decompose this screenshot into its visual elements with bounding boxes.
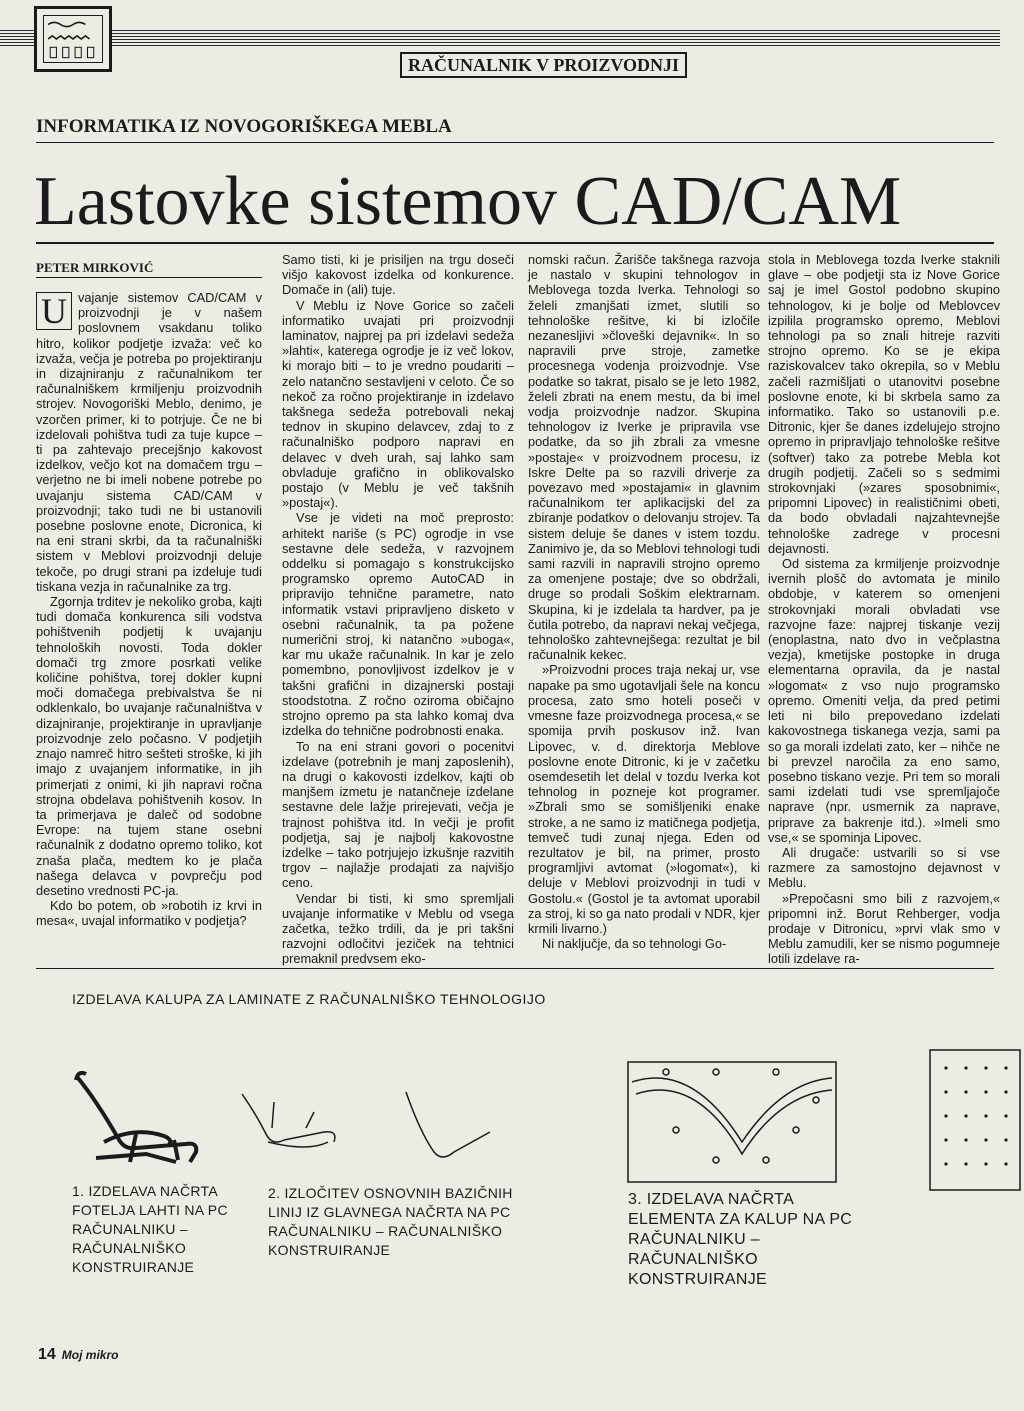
paragraph: »Proizvodni proces traja nekaj ur, vse napake pa smo ugotavljali šele na koncu procesa, zato smo hoteli poseči v vmesne faze proizvodnega procesa,« se spomija prvih poskusov inž. Ivan Lipovec, v. d. direktorja Meblove poslovne enote Ditronic, ki je v začetku osemdesetih let delal v tozdu Iverka kot tehnolog in pozneje kot programer. »Zbrali smo se somišljeniki enake stroke, a ne samo iz matičnega podjetja, temveč tudi zunaj njega. Eden od rezultatov je bil, na primer, prosto programljivi avtomat (»logomat«), ki deluje v Meblovi proizvodnji in tudi v Gostolu.« (Gostol je ta avtomat uporabil za stroj, ki so ga nato prodali v NDR, kjer krmili livarno.) <box>528 662 760 936</box>
paragraph: nomski račun. Žarišče takšnega razvoja je nastalo v skupini tehnologov in Meblovega tozda Iverka. Tehnologi so želeli zmanjšati izmet, slutili so tehnološke rešitve, ki bi izločile nezanesljivi »človeški dejavnik«. In so napravili prve stroje, zametke procesnega vodenja proizvodnje. Vse podatke so takrat, pisalo se je leto 1982, želeli zbrati na enem mestu, da bi imel vodja proizvodnje nadzor. Skupina tehnologov iz Iverke je pripravila vse podatke, da so jih zbrali za vmesne »postaje« v proizvodnem procesu, iz Iskre Delte pa so razvili driverje za povezavo med »postajami« in glavnim računalnikom ter aplikacijski del za zbiranje podatkov o delovanju strojev. Ta sistem deluje še danes v istem tozdu. Zanimivo je, da so Meblovi tehnologi tudi sami razvili in napravili strojno opremo za omenjene postaje; dve so obdržali, druge so prodali Soškim elektrarnam. Skupina, ki je izdelala ta hardver, pa je čutila potrebo, da napravi nekaj večjega, tehnološko zahtevnejšega: rezultat je bil računalnik kekec. <box>528 252 760 663</box>
paragraph: Vendar bi tisti, ki smo spremljali uvajanje informatike v Meblu od vsega začetka, težko trdili, da je pri takšni razvojni odločitvi jeziček na tehtnici premaknil predvsem eko- <box>282 890 514 967</box>
kicker: INFORMATIKA IZ NOVOGORIŠKEGA MEBLA <box>36 116 452 137</box>
paragraph: Od sistema za krmiljenje proizvodnje ivernih plošč do avtomata je minilo obdobje, v katerem so omenjeni strokovnjaki morali obvladati vse razvojne faze: najprej tiskanje vezij (enoplastna, nato dvo in večplastna vezja), kmetijske postopke in druga elementarna opravila, da je nastal »logomat« z vso nujo programsko opremo. Omeniti velja, da pred petimi leti ni bilo prepovedano izdelati kakovostnega tiskanega vezja, sami pa so ga morali izdelati zato, ker – nihče ne bi prevzel naročila za eno samo, posebno tiskano vezje. Pri tem so morali sami izdelati tudi vse spremljajoče naprave (npr. usmernik za naprave, pripravе za bakrenje itd.). »Imeli smo vse,« se spominja Lipovec. <box>768 556 1000 845</box>
divider <box>36 242 994 244</box>
figure-caption-3: 3. IZDELAVA NAČRTA ELEMENTA ZA KALUP NA PC RAČUNALNIKU – RAČUNALNIŠKO KONSTRUIRANJE <box>628 1191 853 1288</box>
curve-sketch <box>406 1092 490 1157</box>
paragraph: Ni naključje, da so tehnologi Go- <box>542 936 727 952</box>
figure-title: IZDELAVA KALUPA ZA LAMINATE Z RAČUNALNIŠKO TEHNOLOGIJO <box>72 991 546 1007</box>
magazine-name: Moj mikro <box>61 1348 119 1362</box>
paragraph: To na eni strani govori o pocenitvi izdelave (potrebnih je manj zaposlenih), na drugi o kakovosti izdelkov, kajti ob manjšem izmetu je natančneje izdelane sestavne dele lažje prirejevati, večja je trajnost pohištva itd. In večji je profit podjetja, saj je najbolj kakovostne izdelke – tako potrjujejo izkušnje razvitih trgov – najlažje prodajati za najvišjo ceno. <box>282 738 514 891</box>
header-band <box>0 30 1000 48</box>
paragraph: Ali drugače: ustvarili so si vse razmere za samostojno dejavnost v Meblu. <box>768 844 1000 891</box>
divider <box>36 142 994 143</box>
paragraph: Vse je videti na moč preprosto: arhitekt nariše (s PC) ogrodje in vse sestavne dele sedeža, v razvojnem oddelku si pomagajo s konstrukcijsko programsko opremo AutoCAD in pripravijo tehnične parametre, nato informatik vstavi pripravljeno disketo v osebni računalnik, ta pa požene numerični stroj, ki natančno »ubogа«, kar mu ukaže računalnik. In kar je zelo pomembno, ponovljivost izdelkov je v takšni grafični in dizajnerski postaji stoodstotna. Z ročno oziroma običajno strojno opremo pa sta lahko komaj dva izdelka do tehnične podrobnosti enaka. <box>282 510 514 739</box>
paragraph: U vajanje sistemov CAD/CAM v proizvodnji je v našem poslovnem vsakdanu toliko hitro, kolikor podjetje izvaža: več ko izvaža, večja je potreba po projektiranju in dizajniranju z računalnikom ter računalniškem krmiljenju proizvodnih strojev. Novogoriški Meblo, denimo, je vzorčen primer, ki to potrjuje. Če ne bi izdelovali pohištva tudi za tuje kupce – ti pa zahtevajo precejšnjo kakovost izdelkov, večjo kot na domačem trgu – verjetno ne bi imeli nobene potrebe po uvajanju sistema CAD/CAM v proizvodnji; tako tudi ne bi ustanovili posebne poslovne enote, Dicronica, ki na eni strani skrbi, da ta računalniški sistem v Meblovi proizvodnji deluje tekoče, po drugi strani pa izdeluje tudi tiskana vezja in računalnike za trg. <box>36 290 262 594</box>
factory-icon <box>44 16 102 62</box>
article-column-1 <box>36 290 262 929</box>
dot-grid-drawing <box>930 1050 1020 1190</box>
paragraph: Zgornja trditev je nekoliko groba, kajti tudi domača konkurenca sili vodstva pohištvenih podjetij k uvajanju tehnoloških novosti. Toda dokler domači trg zmore posrkati velike količine pohištva, torej dokler kupni moči domačega prebivalstva še ni odklenkalo, bo uvajanje računalništva v dizajniranje, projektiranje in upravljanje proizvodnje zelo počasno. V podjetjih znajo namreč hitro sešteti stroške, ki jih imajo z uvajanjem informatike, in jih primerjati z onimi, ki jih napravi ročna strojna obdelava pohištvenih kosov. In ta primerjava je daleč od sodobne Evrope: na tujem stane osebni računalnik z dodatno opremo toliko, kot znaša plača, medtem ko je plača našega delavca v povprečju pod desetino vrednosti PC-ja. <box>36 594 262 898</box>
paragraph: »Prepočasni smo bili z razvojem,« pripomni inž. Borut Rehberger, vodja prodaje v Ditronicu, »prvi vlak smo v Meblu zamudili, ker se nismo pogumneje lotili izdelave ra- <box>768 890 1000 967</box>
page-footer <box>38 1346 118 1364</box>
paragraph: Samo tisti, ki je prisiljen na trgu doseči višjo kakovost izdelka od konkurence. Domače in (ali) tuje. <box>282 252 514 298</box>
divider <box>36 277 262 278</box>
chair-sketch <box>76 1073 196 1162</box>
figure-drawings <box>36 1010 1024 1200</box>
figure-caption-1: 1. IZDELAVA NAČRTA FOTELJA LAHTI NA PC RAČUNALNIKU – RAČUNALNIŠKO KONSTRUIRANJE <box>72 1183 228 1275</box>
author: PETER MIRKOVIĆ <box>36 260 154 275</box>
paragraph: V Meblu iz Nove Gorice so začeli informatiko uvajati pri proizvodnji laminatov, najprej pa pri izdelavi sedeža »lahti«, katerega ogrodje je iz več lokov, ki morajo biti – to je vredno poudariti – zelo natančno sestavljeni v celoto. Če so nekoč za ročno projektiranje in izdelavo takšnega sedeža potrebovali nekaj tednov in skupino delavcev, zdaj to z računalniško podporo napravi en delavec v dveh urah, saj lahko sam obvladuje grafično in oblikovalsko postajo (v Meblu je več takšnih »postaj«). <box>282 297 514 511</box>
baseline-sketch <box>242 1094 335 1147</box>
section-tag: RAČUNALNIK V PROIZVODNJI <box>400 52 687 78</box>
drop-cap: U <box>36 292 72 330</box>
page-number: 14 <box>38 1346 56 1363</box>
paragraph: Kdo bo potem, ob »robotih iz krvi in mesa«, uvajal informatiko v podjetja? <box>36 898 262 929</box>
magazine-logo <box>34 6 112 72</box>
headline: Lastovke sistemov CAD/CAM <box>34 163 902 240</box>
mould-element-drawing <box>628 1062 836 1182</box>
paragraph: stola in Meblovega tozda Iverke staknili glave – obe podjetji sta iz Nove Gorice saj je imel Gostol podobno skupino tehnologov, ki je bolje od Meblovcev izpilila programsko opremo, Meblovi tehnologi pa so znali hitreje razviti strojno opremo. Ko se je ekipa raziskovalcev tako okrepila, so v Meblu začeli razmišljati o utanovitvi posebne poslovne enote, ki bi skrbela samo za informatiko. Tako so ustanovili p.e. Ditronic, kjer še danes izdelujejo strojno opremo in pripravljajo tehnološke rešitve (softver) tako za potrebe Mebla kot drugih podjetij. Začeli so s sedmimi strokovnjaki (»zares sposobnimi«, pripomni Lipovec) in realističnimi obeti, da bodo obvladali najzahtevnejše tehnološke zadrege v procesni dejavnosti. <box>768 252 1000 556</box>
figure-divider <box>36 968 994 969</box>
article-column-2 <box>282 252 514 967</box>
figure-caption-2: 2. IZLOČITEV OSNOVNIH BAZIČNIH LINIJ IZ GLAVNEGA NAČRTA NA PC RAČUNALNIKU – RAČUNALNIŠKO KONSTRUIRANJE <box>268 1185 513 1258</box>
article-column-3 <box>528 252 760 951</box>
article-column-4 <box>768 252 1000 967</box>
